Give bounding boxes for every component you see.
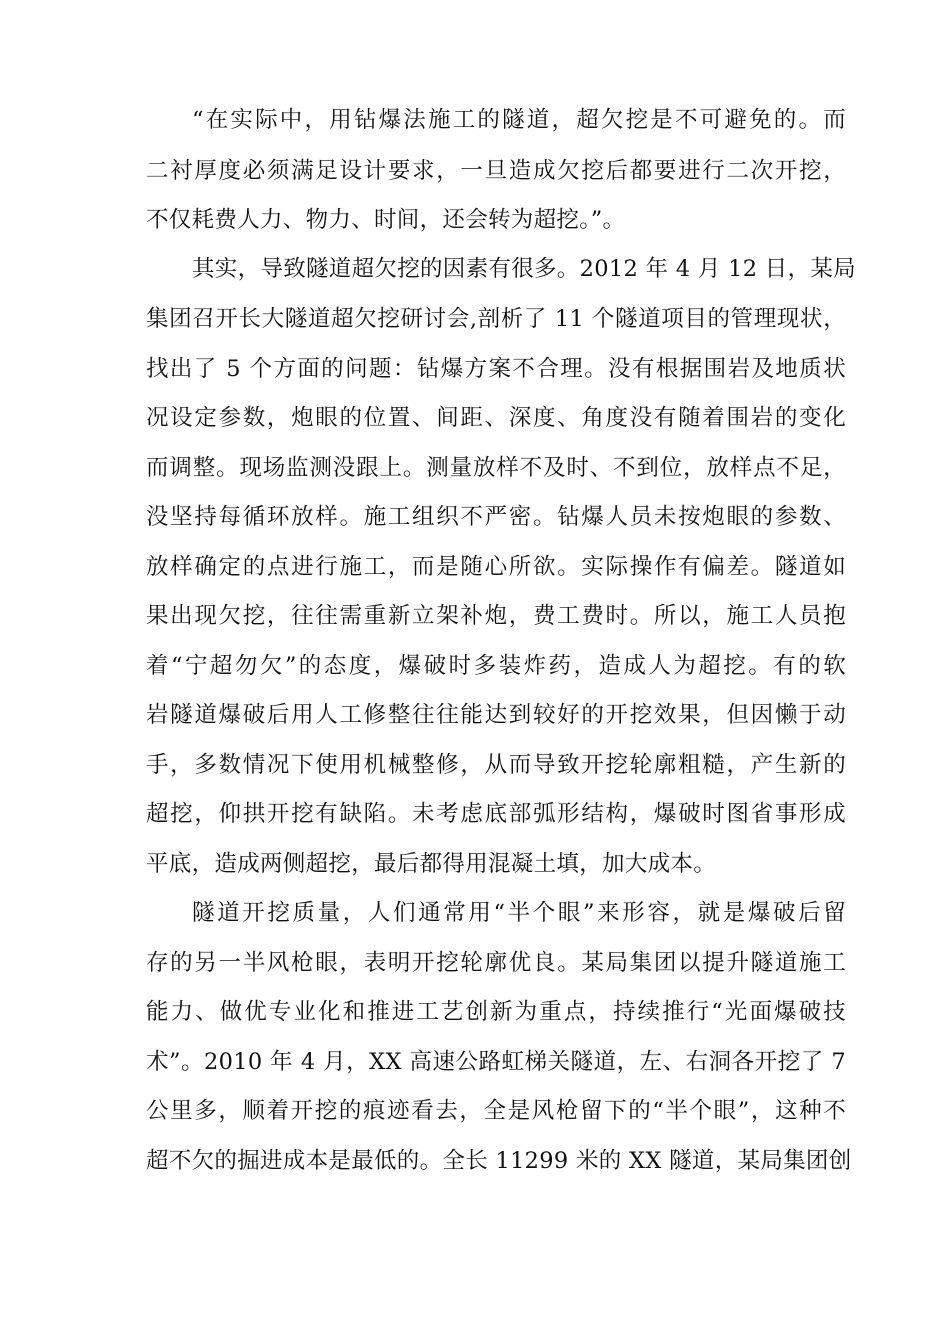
paragraph-2-line-6: 没坚持每循环放样。施工组织不严密。钻爆人员未按炮眼的参数、 <box>146 504 846 530</box>
paragraph-2-line-1: 其实，导致隧道超欠挖的因素有很多。2012 年 4 月 12 日，某局 <box>192 256 856 282</box>
paragraph-2-line-13: 平底，造成两侧超挖，最后都得用混凝土填，加大成本。 <box>146 851 717 877</box>
paragraph-3-line-2: 存的另一半风枪眼，表明开挖轮廓优良。某局集团以提升隧道施工 <box>146 950 846 976</box>
paragraph-2-line-11: 手，多数情况下使用机械整修，从而导致开挖轮廓粗糙，产生新的 <box>146 752 846 778</box>
paragraph-3-line-1: 隧道开挖质量，人们通常用“半个眼”来形容，就是爆破后留 <box>192 900 846 926</box>
paragraph-2-line-9: 着“宁超勿欠”的态度，爆破时多装炸药，造成人为超挖。有的软 <box>146 653 846 679</box>
paragraph-2-line-2: 集团召开长大隧道超欠挖研讨会,剖析了 11 个隧道项目的管理现状， <box>146 306 846 332</box>
paragraph-3-line-6: 超不欠的掘进成本是最低的。全长 11299 米的 XX 隧道，某局集团创 <box>146 1148 852 1174</box>
paragraph-2-line-8: 果出现欠挖，往往需重新立架补炮，费工费时。所以，施工人员抱 <box>146 603 846 629</box>
paragraph-2-line-12: 超挖，仰拱开挖有缺陷。未考虑底部弧形结构，爆破时图省事形成 <box>146 801 846 827</box>
paragraph-1-line-3: 不仅耗费人力、物力、时间，还会转为超挖。”。 <box>146 207 626 233</box>
paragraph-2-line-3: 找出了 5 个方面的问题：钻爆方案不合理。没有根据围岩及地质状 <box>146 356 846 382</box>
paragraph-3-line-5: 公里多，顺着开挖的痕迹看去，全是风枪留下的“半个眼”，这种不 <box>146 1098 846 1124</box>
paragraph-2-line-4: 况设定参数，炮眼的位置、间距、深度、角度没有随着围岩的变化 <box>146 405 846 431</box>
paragraph-2-line-5: 而调整。现场监测没跟上。测量放样不及时、不到位，放样点不足， <box>146 455 846 481</box>
paragraph-2-line-10: 岩隧道爆破后用人工修整往往能达到较好的开挖效果，但因懒于动 <box>146 702 846 728</box>
paragraph-1-line-1: “在实际中，用钻爆法施工的隧道，超欠挖是不可避免的。而 <box>192 107 846 133</box>
paragraph-2-line-7: 放样确定的点进行施工，而是随心所欲。实际操作有偏差。隧道如 <box>146 554 846 580</box>
paragraph-3-line-3: 能力、做优专业化和推进工艺创新为重点，持续推行“光面爆破技 <box>146 999 846 1025</box>
paragraph-1-line-2: 二衬厚度必须满足设计要求，一旦造成欠挖后都要进行二次开挖， <box>146 158 846 184</box>
paragraph-3-line-4: 术”。2010 年 4 月，XX 高速公路虹梯关隧道，左、右洞各开挖了 7 <box>146 1049 846 1075</box>
